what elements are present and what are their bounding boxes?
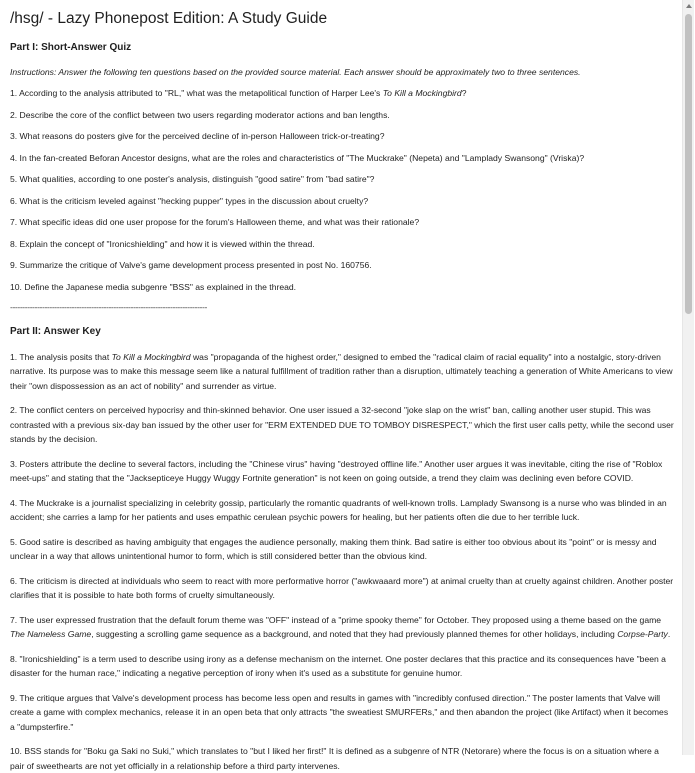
quiz-question <box>10 216 674 228</box>
quiz-question <box>10 109 674 121</box>
question-text: 3. What reasons do posters give for the perceived decline of in-person Halloween trick-or-treating? <box>10 131 385 141</box>
part1-heading: Part I: Short-Answer Quiz <box>10 41 674 54</box>
answer-text: 5. Good satire is described as having ambiguity that engages the audience personally, making them think. Bad satire is either too obvious about its "point" or is messy and unclear in a way that allows unintentional humor to form, which is still considered better than the obvious kind. <box>10 537 657 562</box>
answer-italic-title: The Nameless Game <box>10 629 91 639</box>
vertical-scrollbar[interactable] <box>682 0 694 755</box>
question-text: 10. Define the Japanese media subgenre "BSS" as explained in the thread. <box>10 282 296 292</box>
question-text: 8. Explain the concept of "Ironicshielding" and how it is viewed within the thread. <box>10 239 315 249</box>
answer-text: 4. The Muckrake is a journalist specializing in celebrity gossip, particularly the romantic quadrants of well-known trolls. Lamplady Swansong is a nurse who was blinded in an accident; she carries a lamp for her patients and uses empathic cerulean psychic powers for healing, but her patients often die due to her terrible luck. <box>10 498 667 523</box>
question-text: 6. What is the criticism leveled against "hecking pupper" types in the discussion about cruelty? <box>10 196 368 206</box>
answer-italic-title: To Kill a Mockingbird <box>112 352 191 362</box>
answer-text: 8. "Ironicshielding" is a term used to describe using irony as a defense mechanism on the internet. One poster declares that this practice and its consequences have "been a disaster for the human race," indicating a negative perception of irony when it's used as a substitute for genuine humor. <box>10 654 666 679</box>
scrollbar-thumb[interactable] <box>685 14 692 314</box>
quiz-question <box>10 87 674 99</box>
answer-text: . <box>668 629 670 639</box>
answer-text: was "propaganda of the highest order," designed to embed the "radical claim of racial equality" into a nostalgic, story-driven narrative. Its purpose was to make this message seem like a natural fulfillment of tradition rather than a disruption, ultimately teaching a generation of White Americans to view their "own dispossession as an act of nobility" and surrender as virtue. <box>10 352 673 391</box>
quiz-question <box>10 173 674 185</box>
question-text: 1. According to the analysis attributed to "RL," what was the metapolitical function of Harper Lee's <box>10 88 383 98</box>
question-text-end: ? <box>462 88 467 98</box>
answer-text: 9. The critique argues that Valve's development process has become less open and results in games with "incredibly confused direction." The poster laments that Valve will create a game with complex mechanics, release it in an open beta that only attracts "the sweatiest SMURFERs," and then abandon the project (like Artifact) when it becomes a "dumpsterfire." <box>10 693 668 732</box>
quiz-question <box>10 152 674 164</box>
answer-text: 3. Posters attribute the decline to several factors, including the "Chinese virus" having "destroyed offline life." Another user argues it was inevitable, citing the rise of "Roblox meet-ups" and stating that the "Jacksepticeye Huggy Wuggy Fortnite generation" is not keen on going outside, a trend they claim was declining even before COVID. <box>10 459 662 484</box>
quiz-question <box>10 195 674 207</box>
answer-text: 10. BSS stands for "Boku ga Saki no Suki," which translates to "but I liked her first!" It is defined as a subgenre of NTR (Netorare) where the focus is on a situation where a pair of sweethearts are not yet officially in a relationship before a third party intervenes. <box>10 746 659 771</box>
answer-item <box>10 613 674 642</box>
quiz-question <box>10 281 674 293</box>
answer-item <box>10 744 674 773</box>
answer-item <box>10 403 674 447</box>
quiz-question <box>10 259 674 271</box>
question-text: 4. In the fan-created Beforan Ancestor designs, what are the roles and characteristics of "The Muckrake" (Nepeta) and "Lamplady Swansong" (Vriska)? <box>10 153 584 163</box>
answer-item <box>10 691 674 735</box>
question-text: 9. Summarize the critique of Valve's game development process presented in post No. 160756. <box>10 260 372 270</box>
answer-text: 1. The analysis posits that <box>10 352 112 362</box>
section-divider: -------------------------------------------------------------------------------- <box>10 302 320 313</box>
part2-heading: Part II: Answer Key <box>10 325 674 338</box>
quiz-question <box>10 238 674 250</box>
question-text: 5. What qualities, according to one poster's analysis, distinguish "good satire" from "bad satire"? <box>10 174 374 184</box>
answer-text: 2. The conflict centers on perceived hypocrisy and thin-skinned behavior. One user issued a 32-second "joke slap on the wrist" ban, calling another user stupid. This was contrasted with a previous six-day ban issued by the other user for "ERM EXTENDED DUE TO TOMBOY DISRESPECT," which the first user calls petty, while the second user stands by the decision. <box>10 405 674 444</box>
question-text: 2. Describe the core of the conflict between two users regarding moderator actions and ban lengths. <box>10 110 390 120</box>
answer-item <box>10 457 674 486</box>
answer-text: 7. The user expressed frustration that the default forum theme was "OFF" instead of a "prime spooky theme" for October. They proposed using a theme based on the game <box>10 615 661 625</box>
answer-text: 6. The criticism is directed at individuals who seem to react with more performative horror ("awkwaaard more") at animal cruelty than at cruelty against children. Another poster clarifies that it is possible to hate both forms of cruelty simultaneously. <box>10 576 673 601</box>
answer-item <box>10 652 674 681</box>
page-title: /hsg/ - Lazy Phonepost Edition: A Study Guide <box>10 9 674 29</box>
answer-item <box>10 350 674 394</box>
quiz-question <box>10 130 674 142</box>
answer-item <box>10 535 674 564</box>
quiz-instructions: Instructions: Answer the following ten questions based on the provided source material. Each answer should be approximately two to three sentences. <box>10 66 674 78</box>
question-italic-title: To Kill a Mockingbird <box>383 88 462 98</box>
answer-italic-title: Corpse-Party <box>617 629 668 639</box>
answer-list <box>10 350 674 773</box>
answer-text: , suggesting a scrolling game sequence as a background, and noted that they had previously planned themes for other holidays, including <box>91 629 617 639</box>
scroll-up-arrow-icon[interactable] <box>683 0 695 12</box>
answer-item <box>10 574 674 603</box>
question-list <box>10 87 674 293</box>
question-text: 7. What specific ideas did one user propose for the forum's Halloween theme, and what was their rationale? <box>10 217 419 227</box>
answer-item <box>10 496 674 525</box>
